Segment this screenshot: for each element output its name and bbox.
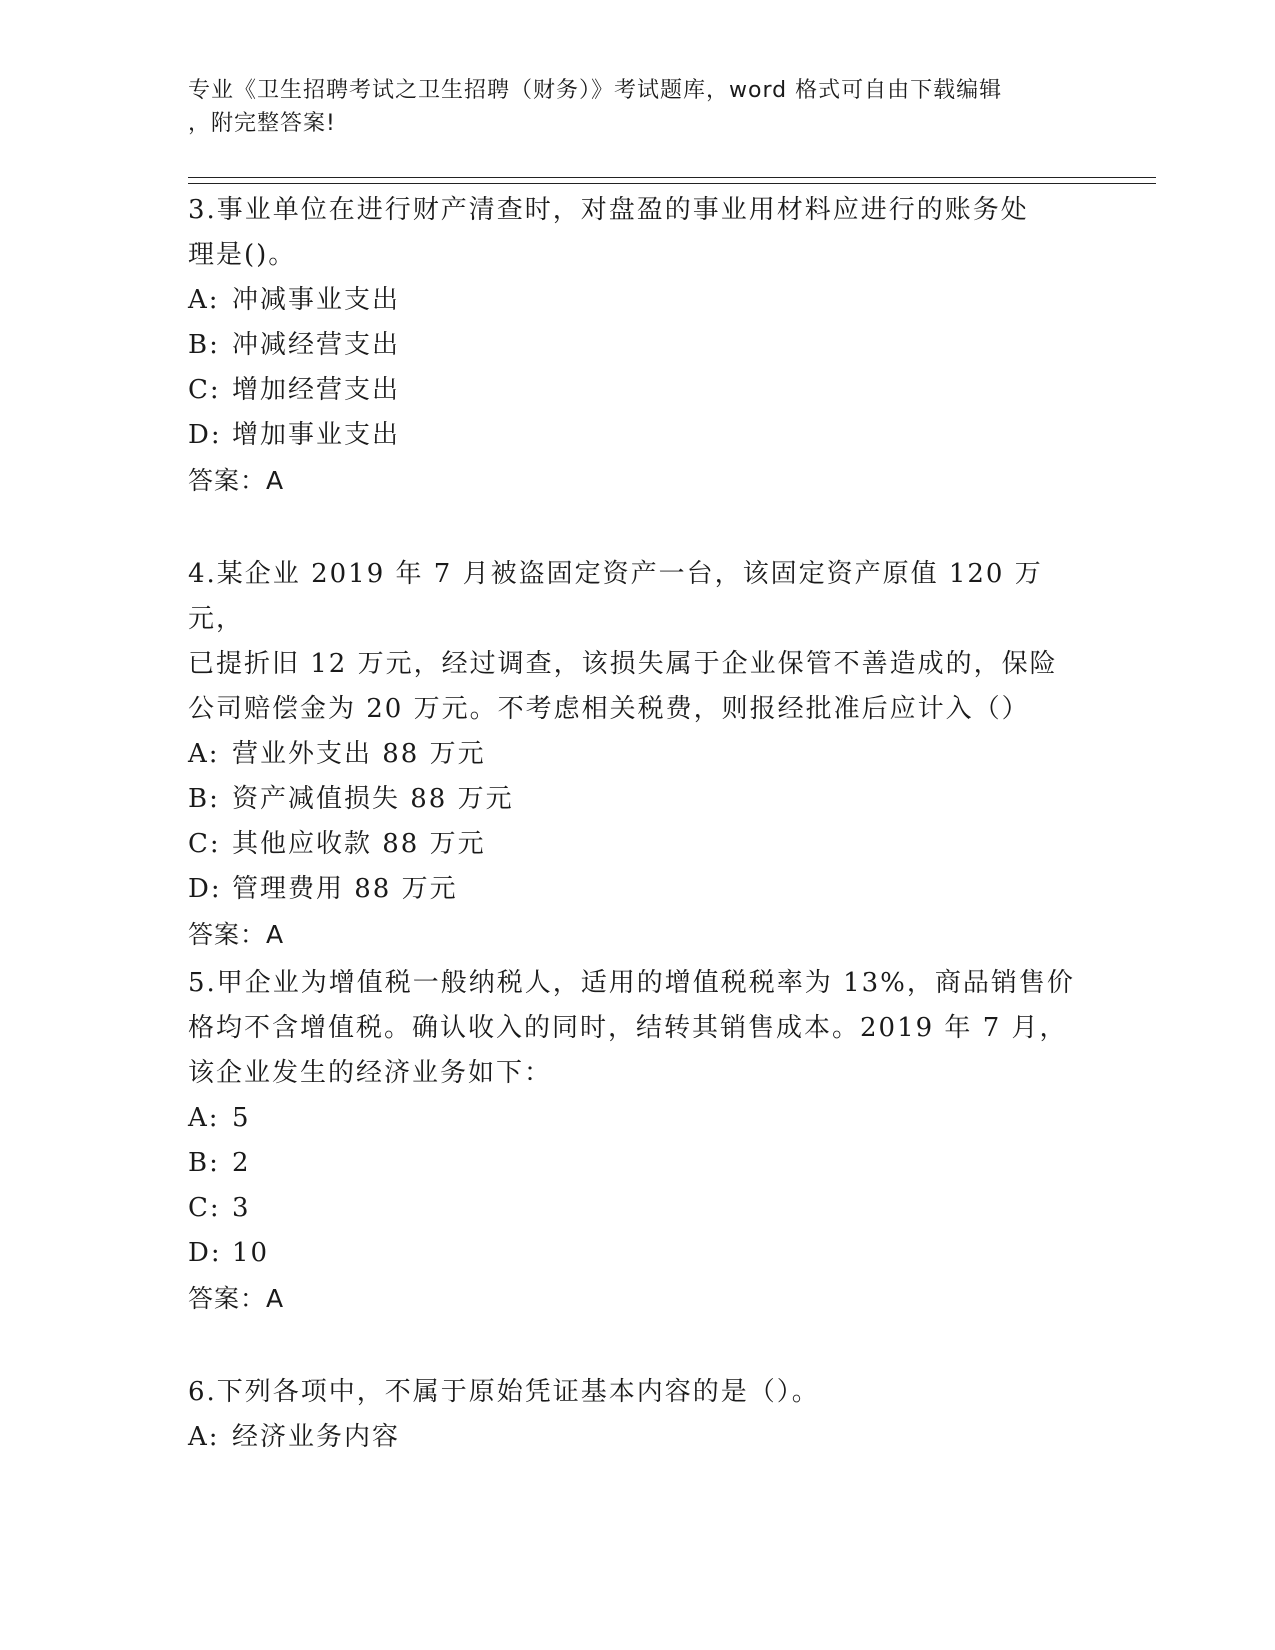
option-c: [188, 368, 1088, 413]
option-a: [188, 278, 1088, 323]
answer-line: 答案：A: [188, 920, 285, 949]
option-text: 增加经营支出: [232, 375, 401, 405]
question-stem-line: 4.某企业 2019 年 7 月被盗固定资产一台，该固定资产原值 120 万元，: [188, 559, 1043, 634]
option-b: [188, 323, 1088, 368]
question-4: [188, 552, 1088, 957]
option-label: B:: [188, 1148, 220, 1178]
option-d: [188, 1231, 1088, 1276]
option-label: D:: [188, 420, 222, 450]
question-stem-line: 格均不含增值税。确认收入的同时，结转其销售成本。2019 年 7 月，: [188, 1013, 1068, 1043]
question-stem-line: 理是()。: [188, 240, 297, 270]
option-a: [188, 1096, 1088, 1141]
document-header: [188, 74, 1068, 140]
option-label: B:: [188, 784, 220, 814]
option-label: A:: [188, 285, 220, 315]
question-6: [188, 1370, 1088, 1460]
option-label: C:: [188, 829, 221, 859]
option-text: 经济业务内容: [232, 1422, 401, 1452]
option-text: 资产减值损失 88 万元: [232, 784, 514, 814]
option-a: [188, 1415, 1088, 1460]
question-stem-line: 已提折旧 12 万元，经过调查，该损失属于企业保管不善造成的，保险: [188, 649, 1058, 679]
option-text: 2: [232, 1148, 251, 1178]
header-divider-bottom: [188, 183, 1156, 184]
option-d: [188, 867, 1088, 912]
question-5: [188, 961, 1088, 1321]
option-text: 3: [232, 1193, 251, 1223]
option-a: [188, 732, 1088, 777]
answer-line: 答案：A: [188, 466, 285, 495]
answer-line: 答案：A: [188, 1284, 285, 1313]
option-label: D:: [188, 874, 222, 904]
option-text: 5: [232, 1103, 251, 1133]
option-text: 营业外支出 88 万元: [232, 739, 486, 769]
option-label: C:: [188, 1193, 221, 1223]
option-text: 管理费用 88 万元: [232, 874, 458, 904]
question-stem-line: 公司赔偿金为 20 万元。不考虑相关税费，则报经批准后应计入（）: [188, 694, 1030, 724]
option-d: [188, 413, 1088, 458]
question-stem-line: 该企业发生的经济业务如下：: [188, 1058, 553, 1088]
option-text: 其他应收款 88 万元: [232, 829, 486, 859]
question-3: [188, 188, 1088, 503]
option-label: D:: [188, 1238, 222, 1268]
option-label: C:: [188, 375, 221, 405]
option-b: [188, 1141, 1088, 1186]
header-line-1: 专业《卫生招聘考试之卫生招聘（财务）》考试题库，word 格式可自由下载编辑: [188, 78, 1003, 103]
option-text: 10: [232, 1238, 270, 1268]
option-text: 增加事业支出: [232, 420, 401, 450]
option-label: A:: [188, 739, 220, 769]
option-text: 冲减事业支出: [232, 285, 401, 315]
question-stem-line: 5.甲企业为增值税一般纳税人，适用的增值税税率为 13%，商品销售价: [188, 968, 1075, 998]
option-label: B:: [188, 330, 220, 360]
option-b: [188, 777, 1088, 822]
option-label: A:: [188, 1422, 220, 1452]
option-c: [188, 822, 1088, 867]
option-text: 冲减经营支出: [232, 330, 401, 360]
option-c: [188, 1186, 1088, 1231]
header-line-2: ，附完整答案!: [188, 111, 336, 136]
option-label: A:: [188, 1103, 220, 1133]
header-divider-top: [188, 177, 1156, 178]
question-stem-line: 6.下列各项中，不属于原始凭证基本内容的是（）。: [188, 1377, 820, 1407]
question-stem-line: 3.事业单位在进行财产清查时，对盘盈的事业用材料应进行的账务处: [188, 195, 1029, 225]
